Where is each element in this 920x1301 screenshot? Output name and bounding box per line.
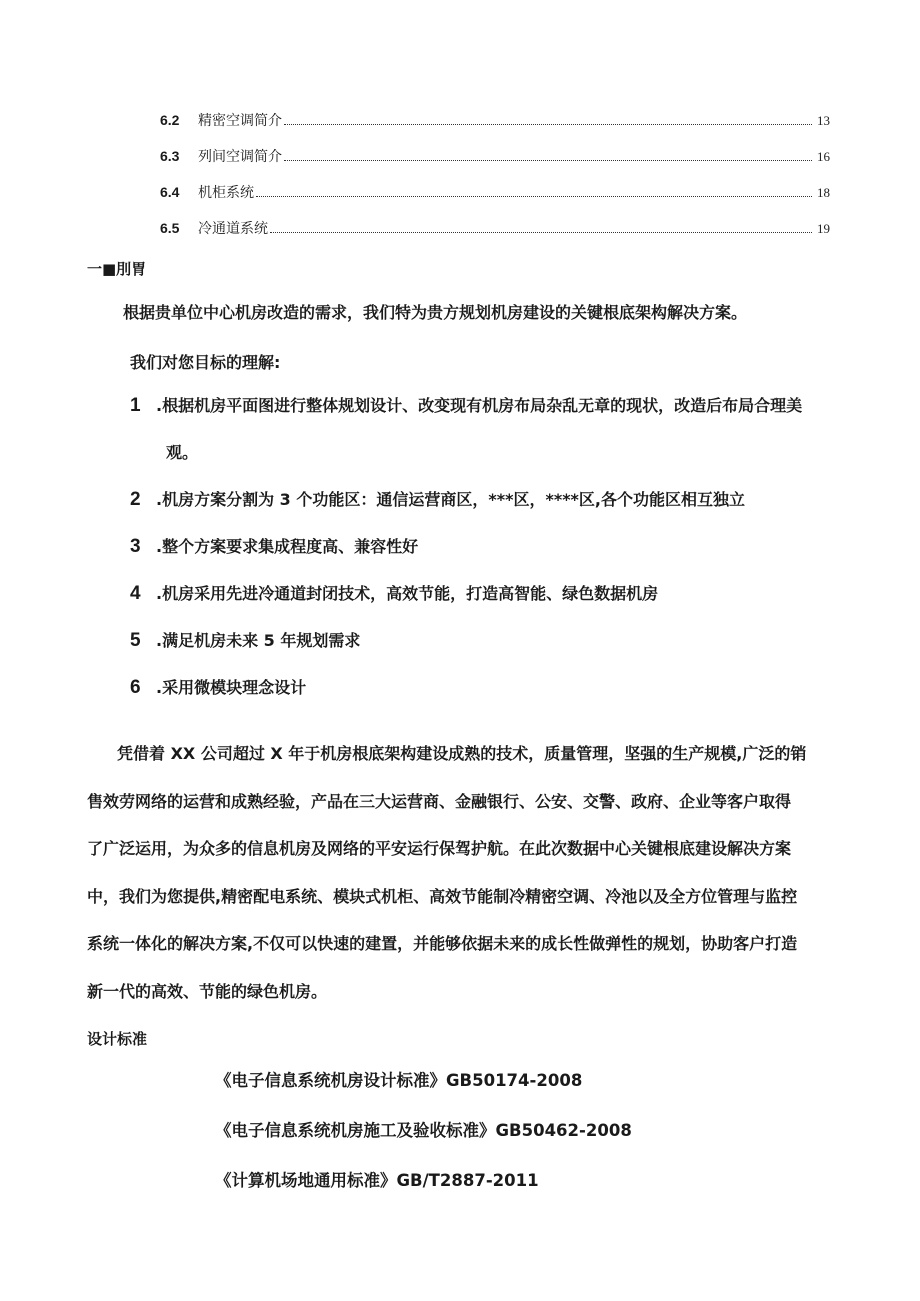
goal-number: 1 [130,395,141,416]
paragraph-line: 系统一体化的解决方案,不仅可以快速的建置，并能够依据未来的成长性做弹性的规划，协助客户打造 [87,934,798,953]
section-heading: 一■刖胃 [87,260,147,278]
toc-title: 精密空调简介 [198,113,282,129]
goal-text: .整个方案要求集成程度高、兼容性好 [156,537,419,556]
toc-number: 6.4 [160,184,180,200]
toc-title: 冷通道系统 [198,221,268,237]
toc-page-number: 13 [817,113,830,128]
goal-number: 4 [130,583,141,604]
goal-number: 6 [130,677,141,698]
goal-item [130,394,845,464]
standards-list [215,1068,632,1218]
goal-number: 3 [130,536,141,557]
toc-title: 列间空调简介 [198,149,282,165]
toc-number: 6.3 [160,148,180,164]
goal-text: .采用微模块理念设计 [156,678,307,697]
goal-number: 5 [130,630,141,651]
toc-number: 6.5 [160,220,180,236]
goal-text: .根据机房平面图进行整体规划设计、改变现有机房布局杂乱无章的现状，改造后布局合理美 [156,396,803,415]
goal-item [130,629,845,652]
goals-intro: 我们对您目标的理解: [130,353,281,372]
paragraph-line: 新一代的高效、节能的绿色机房。 [87,981,328,1001]
toc-title: 机柜系统 [198,185,254,201]
company-paragraph [87,730,839,1015]
toc-entry[interactable] [160,110,830,146]
toc-page-number: 18 [817,185,830,200]
goal-item [130,582,845,605]
goal-item [130,676,845,699]
paragraph-line: 了广泛运用，为众多的信息机房及网络的平安运行保驾护航。在此次数据中心关键根底建设解决方案 [87,839,792,858]
toc-entry[interactable] [160,218,830,254]
standard-item: 《电子信息系统机房设计标准》GB50174-2008 [215,1071,583,1090]
toc-page-number: 16 [817,149,830,164]
goal-text-continuation: 观。 [166,443,199,462]
goal-text: .机房方案分割为 3 个功能区：通信运营商区，***区，****区,各个功能区相互独立 [156,490,746,509]
standard-item: 《计算机场地通用标准》GB/T2887-2011 [215,1171,539,1190]
toc-entry[interactable] [160,146,830,182]
toc-leader [256,195,812,197]
goal-item [130,535,845,558]
goals-list [130,394,845,723]
toc-leader [284,159,812,161]
paragraph-line: 凭借着 XX 公司超过 X 年于机房根底架构建设成熟的技术，质量管理，坚强的生产规模,广泛的销 [117,744,807,763]
intro-paragraph: 根据贵单位中心机房改造的需求，我们特为贵方规划机房建设的关键根底架构解决方案。 [123,303,748,322]
toc-leader [270,231,812,233]
paragraph-line: 中，我们为您提供,精密配电系统、模块式机柜、高效节能制冷精密空调、冷池以及全方位管理与监控 [87,886,798,906]
standards-heading: 设计标准 [87,1030,148,1048]
goal-item [130,488,845,511]
toc-leader [284,123,812,125]
toc-number: 6.2 [160,112,180,128]
goal-number: 2 [130,489,141,510]
toc-entry[interactable] [160,182,830,218]
goal-text: .满足机房未来 5 年规划需求 [156,631,361,650]
table-of-contents [160,110,830,254]
paragraph-line: 售效劳网络的运营和成熟经验，产品在三大运营商、金融银行、公安、交警、政府、企业等客户取得 [87,791,792,811]
standard-item: 《电子信息系统机房施工及验收标准》GB50462-2008 [215,1121,632,1140]
toc-page-number: 19 [817,221,830,236]
goal-text: .机房采用先进冷通道封闭技术，高效节能，打造高智能、绿色数据机房 [156,584,659,603]
